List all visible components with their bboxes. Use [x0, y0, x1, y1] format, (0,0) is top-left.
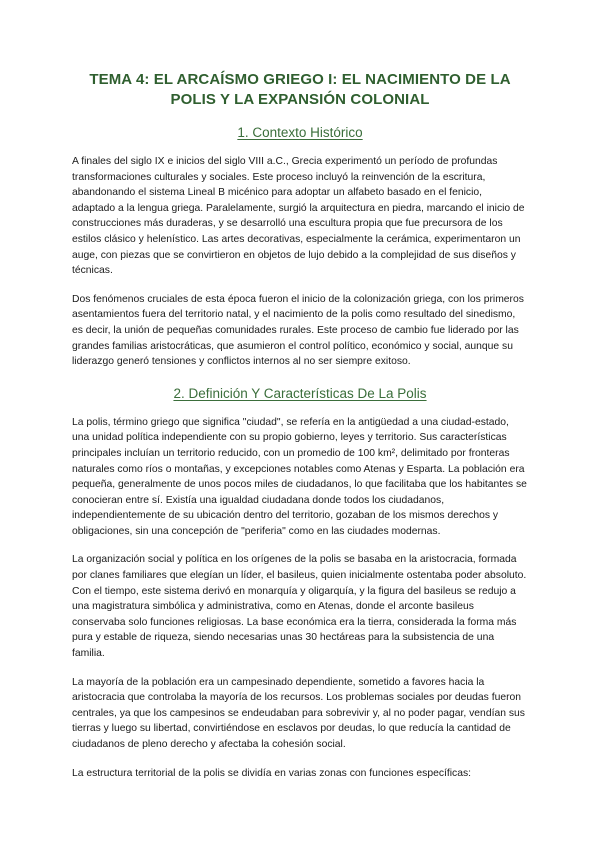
paragraph: La organización social y política en los orígenes de la polis se basaba en la aristocracia, formada por clanes familiares que elegían un líder, el basileus, quien inicialmente ostentaba poder absoluto. Con el tiempo, este sistema derivó en monarquía y oligarquía, y la figura del basileus se redujo a una magistratura simbólica y administrativa, como en Atenas, donde el arconte basileus conservaba solo funciones religiosas. La base económica era la tierra, considerada la forma más pura y estable de riqueza, siendo necesarias unas 30 hectáreas para la subsistencia de una familia.	[72, 554, 527, 660]
section-contexto-historico	[72, 125, 528, 370]
paragraph: A finales del siglo IX e inicios del siglo VIII a.C., Grecia experimentó un período de profundas transformaciones culturales y sociales. Este proceso incluyó la reinvención de la escritura, abandonando el sistema Lineal B micénico para adoptar un alfabeto basado en el fenicio, adaptado a la lengua griega. Paralelamente, surgió la arquitectura en piedra, marcando el inicio de construcciones más duraderas, y se desarrolló una escultura propia que fue precursora de los estilos clásico y helenístico. Las artes decorativas, especialmente la cerámica, experimentaron un auge, con piezas que se convirtieron en objetos de lujo debido a la complejidad de sus diseños y técnicas.	[72, 156, 525, 277]
paragraph: La mayoría de la población era un campesinado dependiente, sometido a favores hacia la aristocracia que controlaba la mayoría de los recursos. Los problemas sociales por deudas fueron centrales, ya que los campesinos se endeudaban para sobrevivir y, al no poder pagar, vendían sus tierras y luego su libertad, convirtiéndose en esclavos por deudas, lo que reducía la cantidad de ciudadanos de pleno derecho y afectaba la cohesión social.	[72, 676, 525, 750]
document-title: TEMA 4: EL ARCAÍSMO GRIEGO I: EL NACIMIENTO DE LA POLIS Y LA EXPANSIÓN COLONIAL	[89, 71, 511, 108]
paragraph: La polis, término griego que significa "ciudad", se refería en la antigüedad a una ciudad-estado, una unidad política independiente con su propio gobierno, leyes y territorio. Sus características principales incluían un territorio reducido, con un promedio de 100 km², delimitado por fronteras naturales como ríos o montañas, y excepciones notables como Atenas y Esparta. La población era pequeña, generalmente de unos pocos miles de ciudadanos, lo que facilitaba que los habitantes se conocieran entre sí. Existía una igualdad ciudadana donde todos los ciudadanos, independientemente de su ubicación dentro del territorio, gozaban de los mismos derechos y obligaciones, sin una concepción de "periferia" como en las ciudades modernas.	[72, 416, 527, 537]
section-heading: 2. Definición Y Características De La Polis	[173, 385, 427, 401]
paragraph: La estructura territorial de la polis se dividía en varias zonas con funciones específicas:	[72, 767, 472, 779]
paragraph: Dos fenómenos cruciales de esta época fueron el inicio de la colonización griega, con los primeros asentamientos fuera del territorio natal, y el nacimiento de la polis como resultado del sinedismo, es decir, la unión de pequeñas comunidades rurales. Este proceso de cambio fue liderado por las grandes familias aristocráticas, que asumieron el control político, económico y social, aunque su liderazgo generó tensiones y conflictos internos al no ser siempre exitoso.	[72, 293, 524, 368]
section-heading: 1. Contexto Histórico	[237, 125, 363, 140]
section-definicion-polis	[72, 386, 528, 781]
